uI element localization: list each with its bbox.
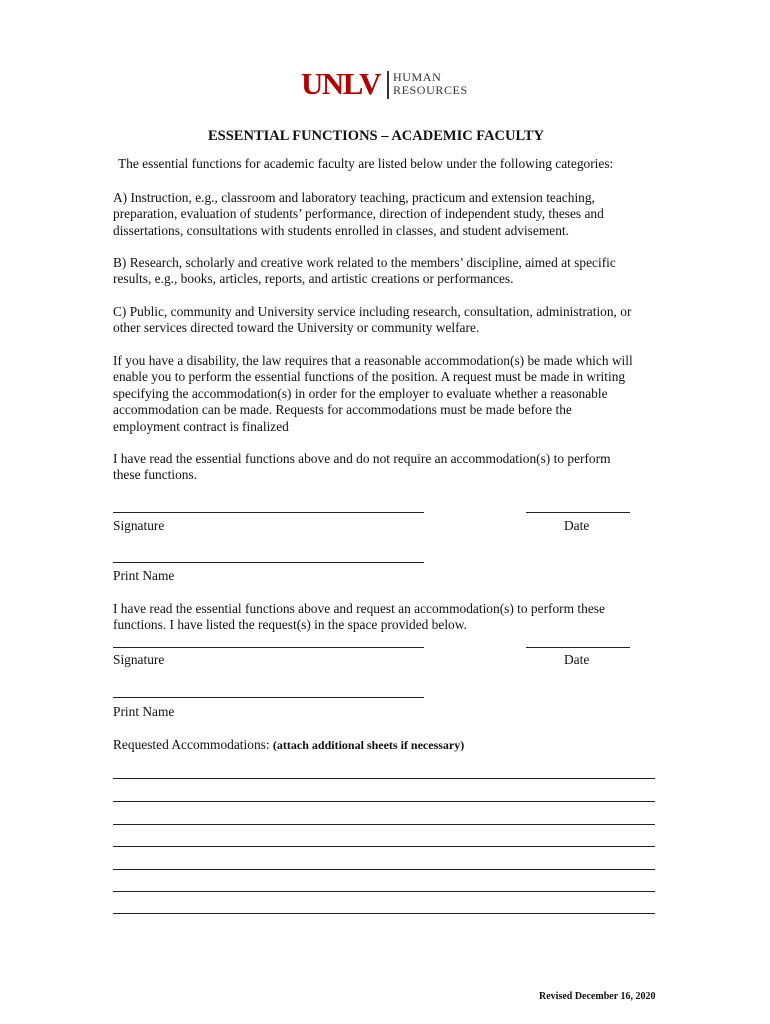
accommodation-line[interactable] xyxy=(113,891,655,892)
logo-divider xyxy=(387,71,389,99)
logo-dept-line-2: RESOURCES xyxy=(393,82,468,97)
disability-line: employment contract is finalized xyxy=(113,418,289,434)
date-label: Date xyxy=(564,652,590,667)
accommodation-line[interactable] xyxy=(113,913,655,914)
intro-text: The essential functions for academic faculty are listed below under the following categories: xyxy=(118,156,614,171)
request-accommodation-statement xyxy=(113,601,605,634)
print-name-label: Print Name xyxy=(113,704,175,719)
date-field-1[interactable] xyxy=(526,512,630,513)
accommodation-line[interactable] xyxy=(113,846,655,847)
statement-line: I have read the essential functions above and request an accommodation(s) to perform these xyxy=(113,601,605,616)
category-c-line: C) Public, community and University service including research, consultation, administration, or xyxy=(113,304,632,319)
category-b-line: B) Research, scholarly and creative work related to the members’ discipline, aimed at specific xyxy=(113,255,616,270)
document-title: ESSENTIAL FUNCTIONS – ACADEMIC FACULTY xyxy=(208,128,544,144)
print-name-label: Print Name xyxy=(113,568,175,583)
category-b-line: results, e.g., books, articles, reports, and artistic creations or performances. xyxy=(113,271,514,287)
disability-notice xyxy=(113,353,633,435)
disability-line: specifying the accommodation(s) in order for the employer to evaluate whether a reasonable xyxy=(113,385,608,401)
logo-brand: UNLV xyxy=(301,66,380,101)
accommodation-line[interactable] xyxy=(113,801,655,802)
no-accommodation-statement xyxy=(113,451,611,484)
logo-department xyxy=(393,71,468,96)
signature-label: Signature xyxy=(113,518,165,533)
requested-note: (attach additional sheets if necessary) xyxy=(272,738,465,752)
print-name-field-2[interactable] xyxy=(113,697,424,698)
requested-accommodations-heading xyxy=(113,737,464,753)
statement-line: I have read the essential functions above and do not require an accommodation(s) to perform xyxy=(113,451,611,466)
logo-dept-line-1: HUMAN xyxy=(393,70,442,84)
category-a-line: A) Instruction, e.g., classroom and laboratory teaching, practicum and extension teaching, xyxy=(113,190,595,205)
print-name-field-1[interactable] xyxy=(113,562,424,563)
category-c-line: other services directed toward the University or community welfare. xyxy=(113,320,480,336)
accommodation-line[interactable] xyxy=(113,824,655,825)
date-field-2[interactable] xyxy=(526,647,630,648)
revision-date: Revised December 16, 2020 xyxy=(539,991,656,1002)
accommodation-line[interactable] xyxy=(113,778,655,779)
category-a-line: dissertations, consultations with students enrolled in classes, and student advisement. xyxy=(113,222,569,238)
disability-line: enable you to perform the essential functions of the position. A request must be made in writing xyxy=(113,369,626,385)
statement-line: these functions. xyxy=(113,467,198,483)
category-c xyxy=(113,304,631,337)
disability-line: If you have a disability, the law requires that a reasonable accommodation(s) be made which will xyxy=(113,353,633,368)
signature-field-2[interactable] xyxy=(113,647,424,648)
signature-field-1[interactable] xyxy=(113,512,424,513)
category-a-line: preparation, evaluation of students’ performance, direction of independent study, theses and xyxy=(113,206,604,222)
signature-label: Signature xyxy=(113,652,165,667)
date-label: Date xyxy=(564,518,590,533)
requested-label: Requested Accommodations: xyxy=(113,737,273,752)
accommodation-line[interactable] xyxy=(113,869,655,870)
category-b xyxy=(113,255,616,288)
statement-line: functions. I have listed the request(s) in the space provided below. xyxy=(113,617,467,633)
disability-line: accommodation can be made. Requests for accommodations must be made before the xyxy=(113,402,572,418)
category-a xyxy=(113,190,604,239)
